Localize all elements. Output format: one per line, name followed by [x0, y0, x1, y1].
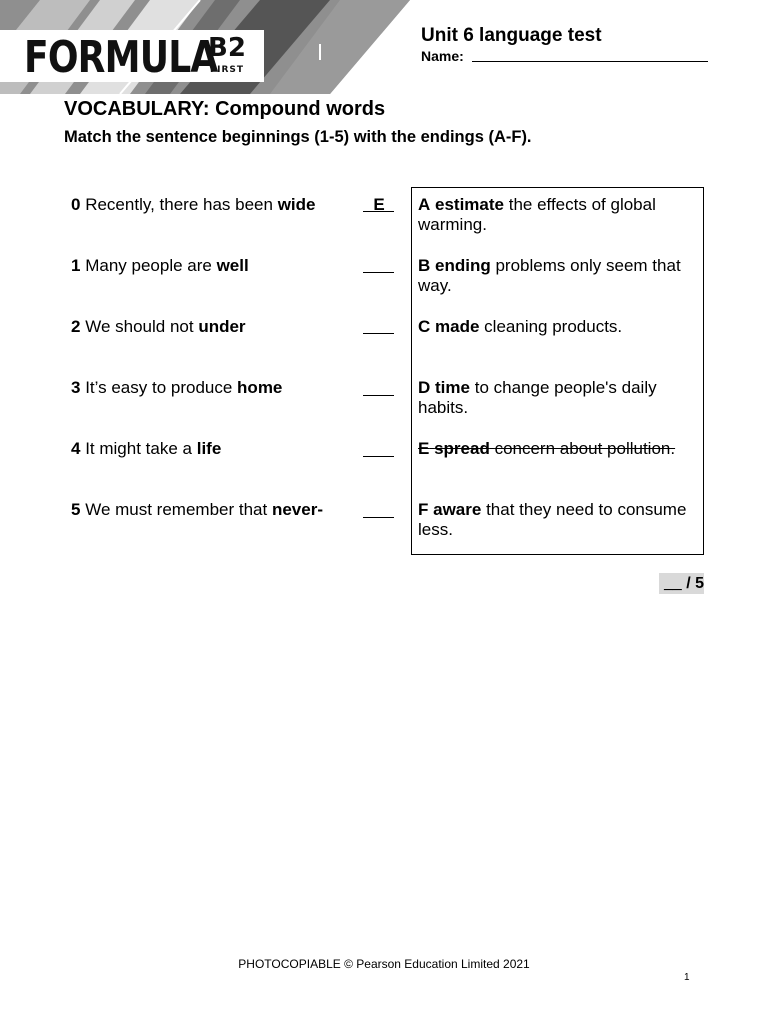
- logo-subtitle: FIRST: [210, 65, 245, 75]
- test-title: Unit 6 language test: [421, 25, 602, 46]
- ending-letter: A: [418, 195, 431, 214]
- beginning-keyword: wide: [277, 195, 316, 214]
- sentence-ending: [418, 317, 698, 337]
- beginning-text: We should not: [85, 317, 194, 336]
- beginning-text: Recently, there has been: [85, 195, 273, 214]
- sentence-ending: [418, 500, 698, 540]
- answer-blank-3[interactable]: [363, 395, 394, 396]
- answer-blank-4[interactable]: [363, 456, 394, 457]
- ending-keyword: made: [435, 317, 480, 336]
- sentence-ending: [418, 256, 698, 296]
- header-banner: [0, 0, 410, 94]
- item-number: 3: [71, 378, 81, 397]
- name-field-line[interactable]: [472, 61, 708, 62]
- ending-text: to change people's daily habits.: [418, 378, 657, 417]
- beginning-keyword: home: [237, 378, 283, 397]
- ending-letter: E: [418, 439, 430, 458]
- beginning-keyword: under: [198, 317, 246, 336]
- score-box: [659, 573, 704, 594]
- ending-keyword: aware: [433, 500, 482, 519]
- sentence-ending: [418, 378, 698, 418]
- beginning-text: Many people are: [85, 256, 212, 275]
- sentence-beginning: [71, 500, 356, 520]
- beginning-text: It’s easy to produce: [85, 378, 233, 397]
- answer-blank-5[interactable]: [363, 517, 394, 518]
- answer-blank-1[interactable]: [363, 272, 394, 273]
- ending-keyword: estimate: [435, 195, 504, 214]
- instructions: Match the sentence beginnings (1-5) with the endings (A-F).: [64, 128, 532, 146]
- beginning-text: We must remember that: [85, 500, 268, 519]
- ending-text: concern about pollution.: [494, 439, 676, 458]
- beginning-keyword: never-: [271, 500, 323, 519]
- item-number: 1: [71, 256, 81, 275]
- ending-text: cleaning products.: [484, 317, 623, 336]
- ending-text: problems only seem that way.: [418, 256, 681, 295]
- ending-letter: F: [418, 500, 429, 519]
- ending-text: that they need to consume less.: [418, 500, 687, 539]
- sentence-beginning: [71, 256, 356, 276]
- logo-wordmark: FORMULA: [24, 32, 218, 83]
- beginning-keyword: well: [216, 256, 249, 275]
- ending-letter: D: [418, 378, 431, 397]
- sentence-beginning: [71, 195, 356, 215]
- item-number: 2: [71, 317, 81, 336]
- sentence-ending-used: [418, 439, 698, 459]
- sentence-beginning: [71, 378, 356, 398]
- sentence-beginning: [71, 317, 356, 337]
- ending-keyword: time: [435, 378, 470, 397]
- answer-line: [363, 211, 394, 212]
- score-blank[interactable]: __: [663, 575, 682, 592]
- answer-blank-2[interactable]: [363, 333, 394, 334]
- ending-letter: B: [418, 256, 431, 275]
- section-title: VOCABULARY: Compound words: [64, 98, 386, 120]
- ending-letter: C: [418, 317, 431, 336]
- sentence-beginning: [71, 439, 356, 459]
- ending-keyword: ending: [435, 256, 491, 275]
- score-total: / 5: [686, 575, 704, 592]
- footer-copyright: PHOTOCOPIABLE © Pearson Education Limited 2021: [238, 957, 530, 971]
- page-number: 1: [684, 972, 690, 983]
- item-number: 5: [71, 500, 81, 519]
- item-number: 4: [71, 439, 81, 458]
- beginning-text: It might take a: [85, 439, 192, 458]
- answer-example: E: [373, 195, 385, 214]
- item-number: 0: [71, 195, 81, 214]
- ending-keyword: spread: [434, 439, 490, 458]
- name-label: Name:: [421, 48, 464, 64]
- logo-level: B2: [208, 33, 246, 63]
- sentence-ending: [418, 195, 698, 235]
- ending-text: the effects of global warming.: [418, 195, 656, 234]
- beginning-keyword: life: [196, 439, 222, 458]
